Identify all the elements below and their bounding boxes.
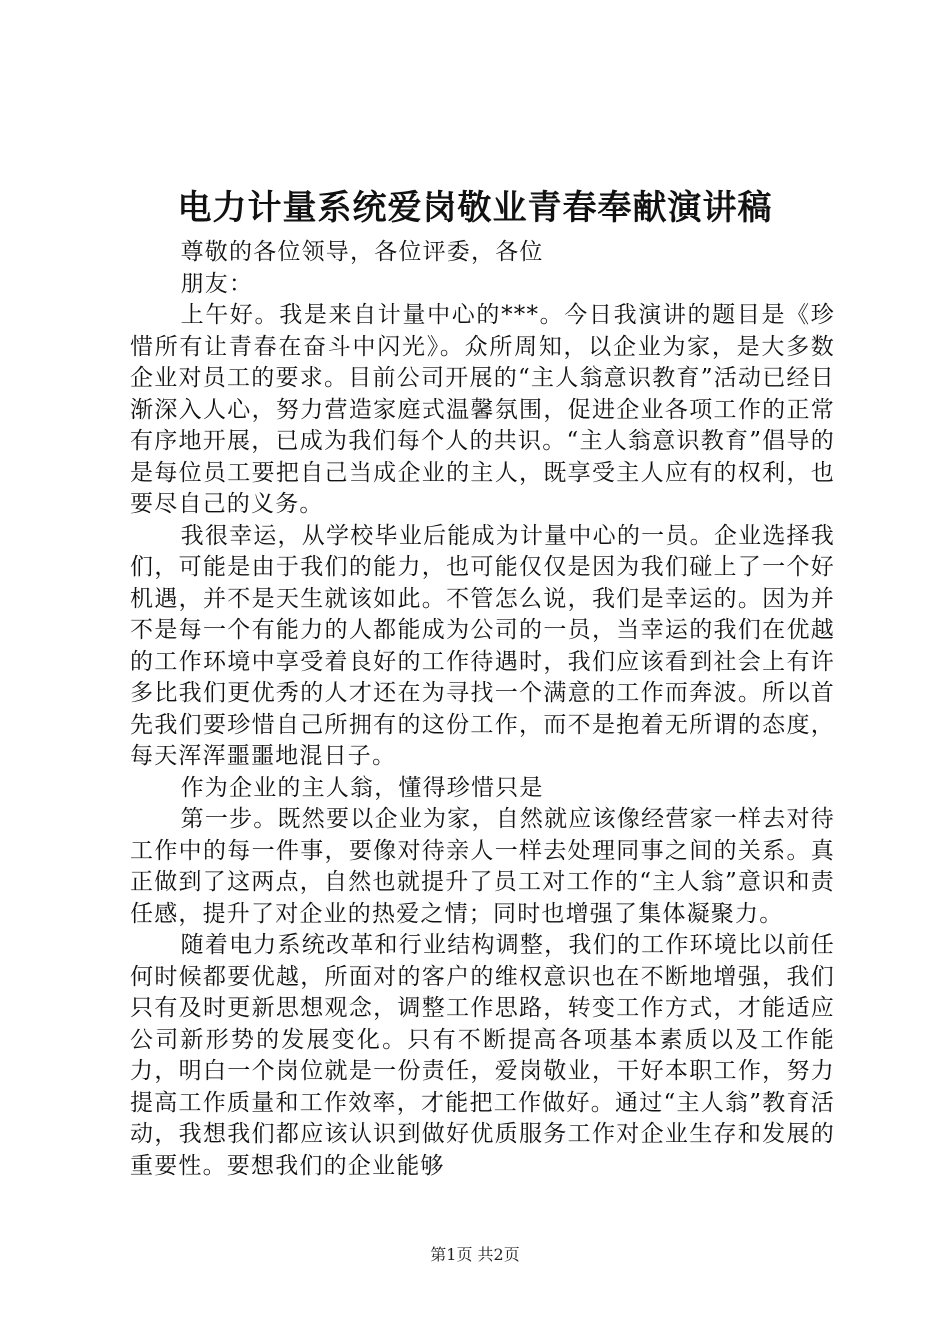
body-paragraph: 上午好。我是来自计量中心的***。今日我演讲的题目是《珍惜所有让青春在奋斗中闪光》。众所周知，以企业为家，是大多数企业对员工的要求。目前公司开展的“主人翁意识教育”活动已经日渐深入人心，努力营造家庭式温馨氛围，促进企业各项工作的正常有序地开展，已成为我们每个人的共识。“主人翁意识教育”倡导的是每位员工要把自己当成企业的主人，既享受主人应有的权利，也要尽自己的义务。 [130, 302, 835, 517]
document-title: 电力计量系统爱岗敬业青春奉献演讲稿 [177, 188, 773, 228]
body-paragraph: 作为企业的主人翁，懂得珍惜只是 [180, 774, 544, 801]
salutation-line: 尊敬的各位领导，各位评委，各位 [180, 239, 544, 265]
salutation-continued: 朋友： [180, 270, 254, 297]
body-paragraph: 第一步。既然要以企业为家，自然就应该像经营家一样去对待工作中的每一件事，要像对待亲人一样去处理同事之间的关系。真正做到了这两点，自然也就提升了员工对工作的“主人翁”意识和责任感，提升了对企业的热爱之情；同时也增强了集体凝聚力。 [130, 806, 835, 927]
body-paragraph: 我很幸运，从学校毕业后能成为计量中心的一员。企业选择我们，可能是由于我们的能力，也可能仅仅是因为我们碰上了一个好机遇，并不是天生就该如此。不管怎么说，我们是幸运的。因为并不是每一个有能力的人都能成为公司的一员，当幸运的我们在优越的工作环境中享受着良好的工作待遇时，我们应该看到社会上有许多比我们更优秀的人才还在为寻找一个满意的工作而奔波。所以首先我们要珍惜自己所拥有的这份工作，而不是抱着无所谓的态度，每天浑浑噩噩地混日子。 [130, 522, 835, 769]
body-paragraph: 随着电力系统改革和行业结构调整，我们的工作环境比以前任何时候都要优越，所面对的客户的维权意识也在不断地增强，我们只有及时更新思想观念，调整工作思路，转变工作方式，才能适应公司新形势的发展变化。只有不断提高各项基本素质以及工作能力，明白一个岗位就是一份责任，爱岗敬业，干好本职工作，努力提高工作质量和工作效率，才能把工作做好。通过“主人翁”教育活动，我想我们都应该认识到做好优质服务工作对企业生存和发展的重要性。要想我们的企业能够 [130, 932, 835, 1179]
page-footer: 第1页 共2页 [430, 1245, 520, 1264]
document-body [130, 237, 835, 1182]
